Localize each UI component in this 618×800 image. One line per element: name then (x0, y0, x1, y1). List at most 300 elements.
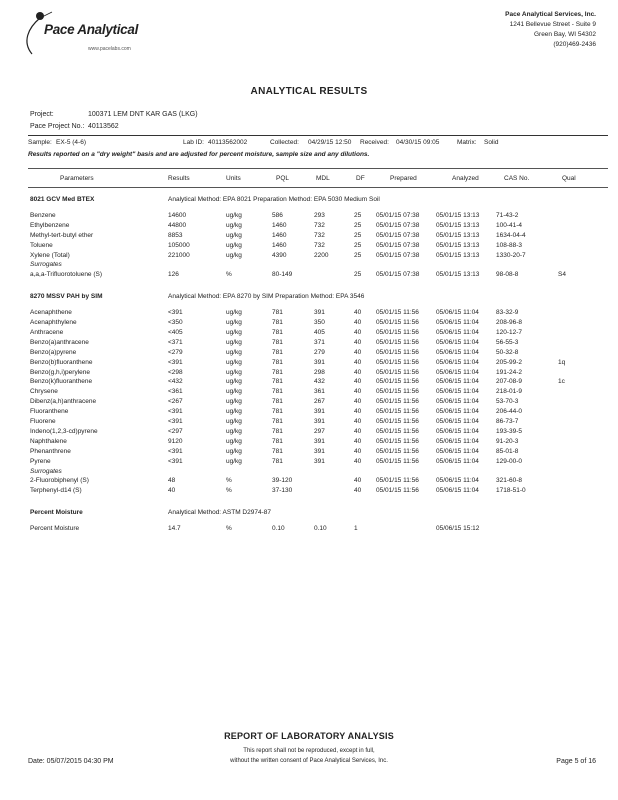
col-units: ug/kg (226, 368, 242, 376)
project-info (30, 109, 198, 133)
col-df: 40 (354, 348, 362, 356)
surrogates-header (0, 468, 618, 477)
footer-note-line-2: without the written consent of Pace Analytical Services, Inc. (230, 758, 388, 764)
col-analyzed: 05/06/15 11:04 (436, 447, 479, 455)
col-prepared: 05/01/15 11:56 (376, 408, 419, 416)
table-row (0, 525, 618, 534)
col-cas: 208-96-8 (496, 319, 523, 326)
project-value: 100371 LEM DNT KAR GAS (LKG) (88, 111, 198, 118)
col-df: 40 (354, 427, 362, 435)
col-qual: 1c (558, 378, 565, 386)
col-result: <391 (168, 447, 183, 455)
col-prepared: 05/01/15 11:56 (376, 477, 419, 485)
col-units: ug/kg (226, 447, 242, 455)
col-analyzed: 05/06/15 11:04 (436, 319, 479, 326)
table-row (0, 388, 618, 397)
col-pql: 781 (272, 309, 283, 317)
col-analyzed: 05/06/15 11:04 (436, 457, 479, 465)
col-cas: 100-41-4 (496, 221, 523, 229)
col-cas: 218-01-9 (496, 388, 523, 396)
col-mdl: 391 (314, 309, 325, 317)
col-result: <361 (168, 388, 183, 396)
header-col-mdl: MDL (316, 175, 330, 182)
table-row (0, 349, 618, 358)
col-df: 40 (354, 378, 362, 386)
lab-id-value: 40113562002 (208, 139, 248, 146)
col-cas: 129-00-0 (496, 457, 523, 465)
dry-weight-note: Results reported on a "dry weight" basis and are adjusted for percent moisture, sample size and any dilutions. (28, 151, 370, 158)
section-method: Analytical Method: EPA 8021 Preparation Method: EPA 5030 Medium Soil (168, 196, 380, 203)
col-df: 40 (354, 447, 362, 455)
col-prepared: 05/01/15 11:56 (376, 328, 419, 336)
col-mdl: 293 (314, 211, 325, 219)
section-name: 8021 GCV Med BTEX (30, 196, 95, 203)
table-row (0, 359, 618, 368)
matrix-label: Matrix: (457, 139, 477, 146)
col-units: ug/kg (226, 358, 242, 366)
col-analyzed: 05/01/15 13:13 (436, 271, 480, 279)
company-logo (18, 8, 148, 68)
col-mdl: 267 (314, 398, 325, 406)
col-df: 40 (354, 487, 362, 495)
col-pql: 781 (272, 368, 283, 376)
col-parameter: Chrysene (30, 388, 58, 396)
table-row (0, 222, 618, 231)
col-units: ug/kg (226, 221, 242, 229)
col-pql: 39-120 (272, 477, 293, 485)
col-parameter: Pyrene (30, 457, 51, 465)
col-cas: 85-01-8 (496, 447, 519, 455)
col-result: <297 (168, 427, 183, 435)
col-df: 25 (354, 211, 362, 219)
col-cas: 53-70-3 (496, 398, 519, 406)
col-result: <350 (168, 319, 183, 326)
col-df: 40 (354, 408, 362, 416)
col-cas: 1634-04-4 (496, 231, 526, 239)
col-mdl: 350 (314, 319, 325, 326)
col-parameter: Fluoranthene (30, 408, 69, 416)
page-title: ANALYTICAL RESULTS (250, 86, 368, 97)
project-label: Project: (30, 111, 54, 118)
col-prepared: 05/01/15 07:38 (376, 251, 420, 259)
section-name: 8270 MSSV PAH by SIM (30, 293, 103, 301)
col-analyzed: 05/01/15 13:13 (436, 221, 480, 229)
col-mdl: 391 (314, 447, 325, 455)
col-cas: 193-39-5 (496, 427, 523, 435)
table-row (0, 418, 618, 427)
col-pql: 781 (272, 358, 283, 366)
header-col-parameter: Parameters (60, 175, 94, 182)
company-city: Green Bay, WI 54302 (533, 31, 596, 38)
col-analyzed: 05/06/15 11:04 (436, 309, 479, 317)
col-mdl: 0.10 (314, 525, 327, 533)
collected-value: 04/29/15 12:50 (308, 139, 352, 146)
col-pql: 781 (272, 319, 283, 326)
section-method: Analytical Method: ASTM D2974-87 (168, 509, 271, 517)
header-col-pql: PQL (276, 175, 290, 182)
col-pql: 1460 (272, 221, 287, 229)
col-mdl: 361 (314, 388, 325, 396)
col-mdl: 391 (314, 408, 325, 416)
col-df: 25 (354, 231, 362, 239)
col-analyzed: 05/01/15 13:13 (436, 211, 480, 219)
col-mdl: 732 (314, 231, 325, 239)
col-parameter: Naphthalene (30, 437, 67, 445)
col-units: ug/kg (226, 427, 242, 435)
col-cas: 86-73-7 (496, 418, 519, 425)
col-result: <391 (168, 309, 183, 317)
footer-note-line-1: This report shall not be reproduced, except in full, (243, 748, 375, 754)
table-header-rule (28, 187, 608, 188)
col-df: 40 (354, 319, 362, 326)
col-parameter: Benzo(b)fluoranthene (30, 358, 93, 366)
col-cas: 1718-51-0 (496, 487, 526, 495)
company-name: Pace Analytical Services, Inc. (505, 11, 596, 18)
company-street: 1241 Bellevue Street - Suite 9 (509, 21, 596, 28)
col-df: 40 (354, 457, 362, 465)
col-parameter: Acenaphthylene (30, 319, 77, 326)
table-row (0, 232, 618, 241)
col-parameter: Terphenyl-d14 (S) (30, 487, 82, 495)
col-units: % (226, 525, 232, 533)
company-address-block (505, 10, 596, 50)
col-pql: 781 (272, 457, 283, 465)
col-units: ug/kg (226, 398, 242, 406)
table-row (0, 319, 618, 328)
table-top-rule (28, 168, 608, 169)
col-df: 40 (354, 358, 362, 366)
col-analyzed: 05/06/15 11:04 (436, 408, 479, 416)
col-result: <391 (168, 418, 183, 425)
col-prepared: 05/01/15 07:38 (376, 241, 420, 249)
collected-label: Collected: (270, 139, 299, 146)
col-prepared: 05/01/15 11:56 (376, 358, 419, 366)
col-df: 40 (354, 328, 362, 336)
col-result: 126 (168, 271, 179, 279)
col-result: <279 (168, 348, 183, 356)
col-parameter: Acenaphthene (30, 309, 72, 317)
col-result: 14600 (168, 211, 187, 219)
col-parameter: Toluene (30, 241, 53, 249)
col-prepared: 05/01/15 11:56 (376, 348, 419, 356)
col-pql: 4390 (272, 251, 287, 259)
col-df: 40 (354, 418, 362, 425)
col-result: <371 (168, 338, 183, 346)
col-result: <267 (168, 398, 183, 406)
col-result: 221000 (168, 251, 190, 259)
col-mdl: 371 (314, 338, 325, 346)
col-mdl: 391 (314, 418, 325, 425)
matrix-value: Solid (484, 139, 499, 146)
col-analyzed: 05/01/15 13:13 (436, 231, 480, 239)
col-result: 14.7 (168, 525, 181, 533)
section-header (0, 196, 618, 205)
col-parameter: Benzo(g,h,i)perylene (30, 368, 90, 376)
col-analyzed: 05/01/15 13:13 (436, 251, 480, 259)
col-analyzed: 05/06/15 11:04 (436, 328, 479, 336)
col-df: 40 (354, 398, 362, 406)
col-cas: 321-60-8 (496, 477, 523, 485)
col-pql: 37-130 (272, 487, 293, 495)
company-phone: (920)469-2436 (553, 41, 596, 48)
col-mdl: 298 (314, 368, 325, 376)
col-pql: 586 (272, 211, 283, 219)
header-col-cas: CAS No. (504, 175, 530, 182)
col-units: ug/kg (226, 241, 242, 249)
col-df: 40 (354, 368, 362, 376)
col-df: 40 (354, 338, 362, 346)
col-units: ug/kg (226, 231, 242, 239)
col-df: 25 (354, 221, 362, 229)
col-result: 105000 (168, 241, 190, 249)
col-parameter: Methyl-tert-butyl ether (30, 231, 94, 239)
header-col-result: Results (168, 175, 190, 182)
col-result: 44800 (168, 221, 187, 229)
col-analyzed: 05/06/15 11:04 (436, 388, 479, 396)
col-pql: 781 (272, 338, 283, 346)
col-prepared: 05/01/15 07:38 (376, 221, 420, 229)
col-mdl: 391 (314, 457, 325, 465)
col-analyzed: 05/01/15 13:13 (436, 241, 480, 249)
col-analyzed: 05/06/15 11:04 (436, 398, 479, 406)
header-col-df: DF (356, 175, 365, 182)
section-header (0, 509, 618, 518)
col-cas: 91-20-3 (496, 437, 519, 445)
col-cas: 108-88-3 (496, 241, 523, 249)
col-mdl: 732 (314, 221, 325, 229)
col-units: ug/kg (226, 408, 242, 416)
col-units: ug/kg (226, 328, 242, 336)
col-result: <405 (168, 328, 183, 336)
col-prepared: 05/01/15 11:56 (376, 309, 419, 317)
col-pql: 781 (272, 427, 283, 435)
col-analyzed: 05/06/15 11:04 (436, 477, 479, 485)
col-pql: 781 (272, 447, 283, 455)
col-analyzed: 05/06/15 11:04 (436, 378, 479, 386)
col-units: ug/kg (226, 211, 242, 219)
col-prepared: 05/01/15 07:38 (376, 211, 420, 219)
col-result: <298 (168, 368, 183, 376)
pace-project-value: 40113562 (88, 123, 119, 130)
col-pql: 781 (272, 437, 283, 445)
col-mdl: 391 (314, 358, 325, 366)
col-prepared: 05/01/15 11:56 (376, 368, 419, 376)
col-analyzed: 05/06/15 11:04 (436, 427, 479, 435)
col-units: ug/kg (226, 338, 242, 346)
table-row (0, 369, 618, 378)
col-cas: 205-99-2 (496, 358, 523, 366)
col-parameter: Benzo(a)anthracene (30, 338, 89, 346)
pace-project-label: Pace Project No.: (30, 123, 85, 130)
table-row (0, 329, 618, 338)
col-units: ug/kg (226, 457, 242, 465)
footer-title: REPORT OF LABORATORY ANALYSIS (224, 731, 394, 741)
col-result: 9120 (168, 437, 183, 445)
col-cas: 83-32-9 (496, 309, 519, 317)
surrogates-header (0, 261, 618, 270)
col-units: % (226, 487, 232, 495)
col-pql: 781 (272, 418, 283, 425)
col-prepared: 05/01/15 07:38 (376, 271, 420, 279)
col-parameter: Phenanthrene (30, 447, 71, 455)
col-analyzed: 05/06/15 15:12 (436, 525, 480, 533)
col-units: ug/kg (226, 348, 242, 356)
col-cas: 98-08-8 (496, 271, 519, 279)
col-parameter: Benzo(k)fluoranthene (30, 378, 93, 386)
col-units: ug/kg (226, 319, 242, 326)
sample-label: Sample: (28, 139, 52, 146)
surrogates-label: Surrogates (30, 467, 62, 475)
table-row (0, 438, 618, 447)
col-df: 40 (354, 477, 362, 485)
col-analyzed: 05/06/15 11:04 (436, 437, 479, 445)
section-header (0, 293, 618, 302)
col-qual: S4 (558, 271, 566, 279)
received-value: 04/30/15 09:05 (396, 139, 440, 146)
col-pql: 781 (272, 348, 283, 356)
col-prepared: 05/01/15 11:56 (376, 319, 419, 326)
col-units: % (226, 477, 232, 485)
col-units: ug/kg (226, 418, 242, 425)
col-units: ug/kg (226, 437, 242, 445)
table-row (0, 378, 618, 387)
col-analyzed: 05/06/15 11:04 (436, 487, 479, 495)
col-units: ug/kg (226, 378, 242, 386)
col-prepared: 05/01/15 11:56 (376, 398, 419, 406)
table-row (0, 458, 618, 467)
col-prepared: 05/01/15 11:56 (376, 447, 419, 455)
col-units: ug/kg (226, 309, 242, 317)
col-df: 25 (354, 241, 362, 249)
col-result: <391 (168, 457, 183, 465)
col-parameter: Xylene (Total) (30, 251, 70, 259)
col-prepared: 05/01/15 11:56 (376, 427, 419, 435)
col-mdl: 732 (314, 241, 325, 249)
col-qual: 1q (558, 358, 566, 366)
section-method: Analytical Method: EPA 8270 by SIM Preparation Method: EPA 3546 (168, 293, 365, 301)
logo-url: www.pacelabs.com (88, 46, 131, 52)
col-df: 25 (354, 271, 362, 279)
col-analyzed: 05/06/15 11:04 (436, 338, 479, 346)
col-mdl: 391 (314, 437, 325, 445)
col-result: <391 (168, 408, 183, 416)
table-row (0, 398, 618, 407)
col-prepared: 05/01/15 11:56 (376, 338, 419, 346)
col-analyzed: 05/06/15 11:04 (436, 348, 479, 356)
col-mdl: 2200 (314, 251, 329, 259)
col-cas: 56-55-3 (496, 338, 519, 346)
sample-value: EX-5 (4-6) (56, 139, 86, 146)
col-units: ug/kg (226, 388, 242, 396)
table-header (0, 175, 618, 184)
col-parameter: Anthracene (30, 328, 64, 336)
received-label: Received: (360, 139, 389, 146)
table-row (0, 448, 618, 457)
col-cas: 207-08-9 (496, 378, 523, 386)
table-row (0, 242, 618, 251)
col-parameter: Indeno(1,2,3-cd)pyrene (30, 427, 98, 435)
col-pql: 0.10 (272, 525, 285, 533)
header-col-prepared: Prepared (390, 175, 417, 182)
col-units: ug/kg (226, 251, 242, 259)
logo-text: Pace Analytical (44, 22, 139, 37)
col-prepared: 05/01/15 11:56 (376, 388, 419, 396)
col-pql: 1460 (272, 231, 287, 239)
header-col-qual: Qual (562, 175, 576, 182)
header-col-analyzed: Analyzed (452, 175, 479, 182)
col-pql: 781 (272, 388, 283, 396)
col-result: 40 (168, 487, 176, 495)
table-row (0, 339, 618, 348)
col-cas: 206-44-0 (496, 408, 523, 416)
col-cas: 71-43-2 (496, 211, 519, 219)
col-mdl: 279 (314, 348, 325, 356)
col-prepared: 05/01/15 07:38 (376, 231, 420, 239)
col-cas: 50-32-8 (496, 348, 519, 356)
col-df: 40 (354, 309, 362, 317)
surrogate-row (0, 487, 618, 496)
lab-id-label: Lab ID: (183, 139, 204, 146)
col-pql: 781 (272, 378, 283, 386)
col-cas: 1330-20-7 (496, 251, 526, 259)
col-cas: 120-12-7 (496, 328, 523, 336)
table-row (0, 408, 618, 417)
col-result: <391 (168, 358, 183, 366)
col-result: 48 (168, 477, 176, 485)
col-parameter: Benzene (30, 211, 56, 219)
col-pql: 781 (272, 408, 283, 416)
col-result: <432 (168, 378, 183, 386)
col-df: 1 (354, 525, 358, 533)
col-prepared: 05/01/15 11:56 (376, 487, 419, 495)
col-analyzed: 05/06/15 11:04 (436, 418, 479, 425)
report-date: Date: 05/07/2015 04:30 PM (28, 758, 114, 765)
col-cas: 191-24-2 (496, 368, 523, 376)
col-parameter: a,a,a-Trifluorotoluene (S) (30, 271, 103, 279)
surrogates-label: Surrogates (30, 261, 62, 269)
col-parameter: 2-Fluorobiphenyl (S) (30, 477, 89, 485)
table-row (0, 309, 618, 318)
col-parameter: Benzo(a)pyrene (30, 348, 77, 356)
col-df: 40 (354, 388, 362, 396)
col-pql: 80-149 (272, 271, 293, 279)
col-df: 25 (354, 251, 362, 259)
col-analyzed: 05/06/15 11:04 (436, 358, 479, 366)
col-parameter: Dibenz(a,h)anthracene (30, 398, 97, 406)
section-name: Percent Moisture (30, 509, 83, 517)
divider (28, 135, 608, 136)
col-pql: 1460 (272, 241, 287, 249)
col-mdl: 405 (314, 328, 325, 336)
col-result: 8853 (168, 231, 183, 239)
col-pql: 781 (272, 328, 283, 336)
col-prepared: 05/01/15 11:56 (376, 457, 419, 465)
col-pql: 781 (272, 398, 283, 406)
col-parameter: Ethylbenzene (30, 221, 70, 229)
col-parameter: Percent Moisture (30, 525, 80, 533)
surrogate-row (0, 271, 618, 280)
header-col-units: Units (226, 175, 241, 182)
col-mdl: 432 (314, 378, 325, 386)
col-units: % (226, 271, 232, 279)
surrogate-row (0, 477, 618, 486)
table-row (0, 428, 618, 437)
col-prepared: 05/01/15 11:56 (376, 378, 419, 386)
table-row (0, 212, 618, 221)
col-prepared: 05/01/15 11:56 (376, 418, 419, 425)
col-analyzed: 05/06/15 11:04 (436, 368, 479, 376)
col-parameter: Fluorene (30, 418, 56, 425)
